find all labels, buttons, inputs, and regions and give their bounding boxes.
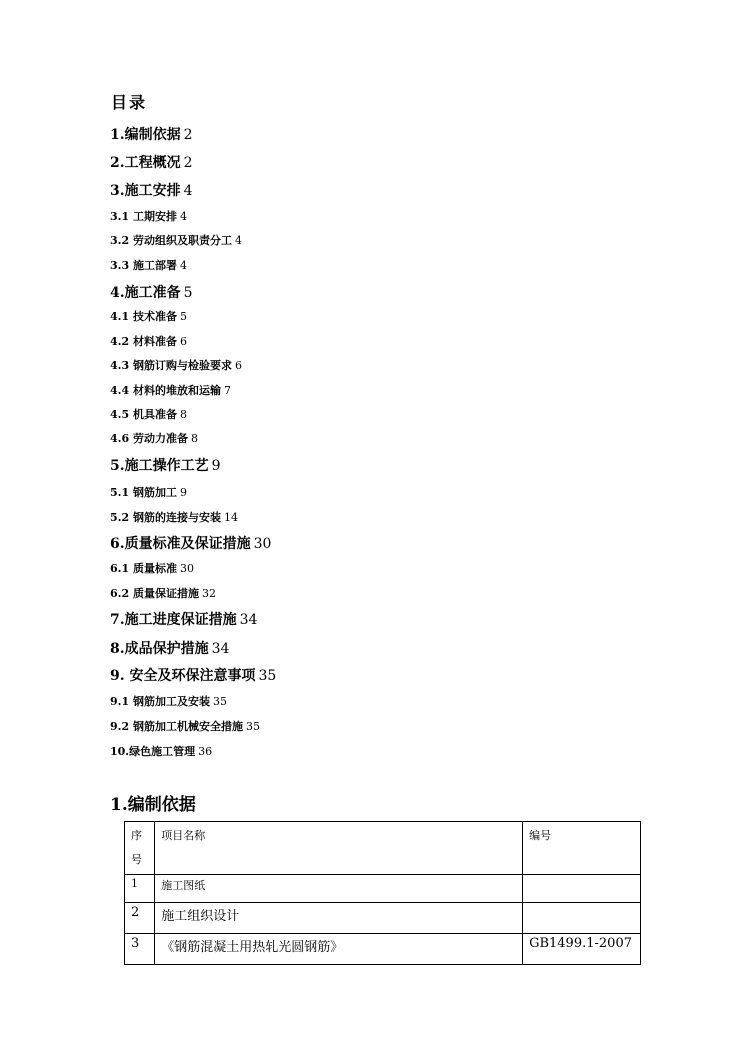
section-heading: 1.编制依据 [110, 795, 196, 815]
toc-title: 目录 [111, 93, 148, 112]
toc-entry[interactable] [110, 638, 229, 658]
toc-entry-text: 钢筋加工及安装 [132, 695, 210, 708]
toc-entry-text: 技术准备 [132, 310, 177, 323]
toc-entry-page: 4 [179, 259, 187, 272]
table-row [125, 875, 641, 903]
toc-entry[interactable] [110, 585, 216, 601]
toc-entry-text: 施工安排 [124, 183, 181, 199]
toc-entry-number: 4.6 [110, 432, 133, 445]
toc-entry[interactable] [110, 180, 193, 200]
toc-entry-text: 质量保证措施 [132, 587, 199, 600]
toc-entry-page: 34 [211, 641, 230, 657]
toc-entry[interactable] [110, 609, 257, 629]
row-code [523, 875, 641, 903]
toc-entry-page: 36 [198, 745, 213, 758]
toc-entry[interactable] [110, 333, 187, 349]
toc-entry-page: 6 [234, 359, 242, 372]
toc-entry[interactable] [110, 357, 242, 373]
toc-entry-text: 材料准备 [132, 335, 177, 348]
toc-entry-page: 34 [239, 612, 258, 628]
toc-entry-number: 3.2 [110, 234, 133, 247]
table-header-row [125, 822, 641, 875]
row-code [523, 903, 641, 934]
toc-entry-text: 安全及环保注意事项 [129, 668, 256, 684]
row-name: 《钢筋混凝土用热轧光圆钢筋》 [155, 934, 523, 965]
toc-entry[interactable] [110, 455, 221, 475]
toc-entry-page: 35 [245, 720, 260, 733]
toc-entry[interactable] [110, 308, 187, 324]
header-index-line1: 序 [131, 829, 142, 842]
toc-entry-text: 质量标准及保证措施 [124, 536, 251, 552]
toc-entry-text: 钢筋加工 [132, 486, 177, 499]
toc-entry-page: 5 [183, 285, 193, 301]
toc-entry[interactable] [110, 282, 193, 302]
toc-entry[interactable] [110, 232, 242, 248]
toc-entry-number: 4.5 [110, 408, 133, 421]
toc-entry-text: 钢筋的连接与安装 [132, 511, 221, 524]
toc-entry-number: 9. [110, 668, 130, 684]
toc-entry-text: 施工操作工艺 [124, 458, 209, 474]
header-index [125, 822, 155, 875]
toc-entry-text: 机具准备 [132, 408, 177, 421]
reference-table [124, 821, 641, 965]
toc-entry[interactable] [110, 484, 187, 500]
toc-entry-page: 35 [212, 695, 227, 708]
toc-entry-page: 30 [179, 562, 194, 575]
toc-entry-number: 6.1 [110, 562, 133, 575]
toc-entry-page: 4 [234, 234, 242, 247]
toc-entry-text: 钢筋订购与检验要求 [132, 359, 232, 372]
toc-entry[interactable] [110, 152, 193, 172]
toc-entry-text: 劳动力准备 [132, 432, 188, 445]
toc-entry-page: 4 [179, 210, 187, 223]
toc-entry[interactable] [110, 382, 231, 398]
toc-entry[interactable] [110, 665, 276, 685]
toc-entry-page: 9 [179, 486, 187, 499]
toc-entry-text: 工期安排 [132, 210, 177, 223]
toc-entry-number: 10. [110, 745, 130, 758]
toc-entry-number: 2. [110, 155, 125, 171]
header-code: 编号 [523, 822, 641, 875]
row-index: 1 [125, 875, 155, 903]
toc-entry-number: 4.1 [110, 310, 133, 323]
toc-entry-number: 7. [110, 612, 125, 628]
toc-entry-number: 5.2 [110, 511, 133, 524]
toc-entry[interactable] [110, 406, 187, 422]
toc-entry-text: 施工部署 [132, 259, 177, 272]
toc-entry-number: 5.1 [110, 486, 133, 499]
toc-entry-number: 9.2 [110, 720, 133, 733]
toc-entry-page: 35 [258, 668, 277, 684]
header-name: 项目名称 [155, 822, 523, 875]
toc-entry-page: 8 [190, 432, 198, 445]
toc-entry-text: 质量标准 [132, 562, 177, 575]
toc-entry[interactable] [110, 693, 227, 709]
toc-entry-text: 工程概况 [124, 155, 181, 171]
table-row [125, 903, 641, 934]
toc-entry-text: 劳动组织及职责分工 [132, 234, 232, 247]
toc-entry-number: 5. [110, 458, 125, 474]
row-index: 3 [125, 934, 155, 965]
toc-entry-page: 9 [211, 458, 221, 474]
toc-entry[interactable] [110, 743, 212, 759]
row-name: 施工图纸 [155, 875, 523, 903]
table-row [125, 934, 641, 965]
toc-entry-text: 材料的堆放和运输 [132, 384, 221, 397]
toc-entry[interactable] [110, 257, 187, 273]
toc-entry-text: 成品保护措施 [124, 641, 209, 657]
toc-entry-page: 8 [179, 408, 187, 421]
toc-entry-page: 14 [223, 511, 238, 524]
header-index-line2: 号 [131, 853, 142, 866]
toc-entry-number: 4.4 [110, 384, 133, 397]
toc-entry[interactable] [110, 208, 187, 224]
row-name: 施工组织设计 [155, 903, 523, 934]
toc-entry-number: 1. [110, 127, 125, 143]
toc-entry[interactable] [110, 560, 194, 576]
toc-entry-number: 3. [110, 183, 125, 199]
toc-entry-page: 7 [223, 384, 231, 397]
toc-entry-page: 2 [183, 127, 193, 143]
toc-entry[interactable] [110, 509, 238, 525]
toc-entry-text: 编制依据 [124, 127, 181, 143]
toc-entry-page: 4 [183, 183, 193, 199]
toc-entry-number: 3.1 [110, 210, 133, 223]
toc-entry-text: 绿色施工管理 [129, 745, 196, 758]
toc-entry[interactable] [110, 124, 193, 144]
toc-entry-text: 施工进度保证措施 [124, 612, 237, 628]
toc-entry[interactable] [110, 533, 271, 553]
toc-entry-page: 32 [201, 587, 216, 600]
toc-entry-page: 6 [179, 335, 187, 348]
row-index: 2 [125, 903, 155, 934]
toc-entry-number: 8. [110, 641, 125, 657]
toc-entry-number: 4.2 [110, 335, 133, 348]
toc-entry-text: 钢筋加工机械安全措施 [132, 720, 243, 733]
toc-entry-page: 2 [183, 155, 193, 171]
toc-entry-number: 4. [110, 285, 125, 301]
row-code: GB1499.1-2007 [523, 934, 641, 965]
toc-entry-number: 9.1 [110, 695, 133, 708]
toc-entry-page: 5 [179, 310, 187, 323]
toc-entry-number: 6. [110, 536, 125, 552]
toc-entry-text: 施工准备 [124, 285, 181, 301]
toc-entry-number: 4.3 [110, 359, 133, 372]
toc-entry-number: 6.2 [110, 587, 133, 600]
toc-entry[interactable] [110, 430, 198, 446]
toc-entry[interactable] [110, 718, 260, 734]
toc-entry-page: 30 [253, 536, 272, 552]
toc-entry-number: 3.3 [110, 259, 133, 272]
